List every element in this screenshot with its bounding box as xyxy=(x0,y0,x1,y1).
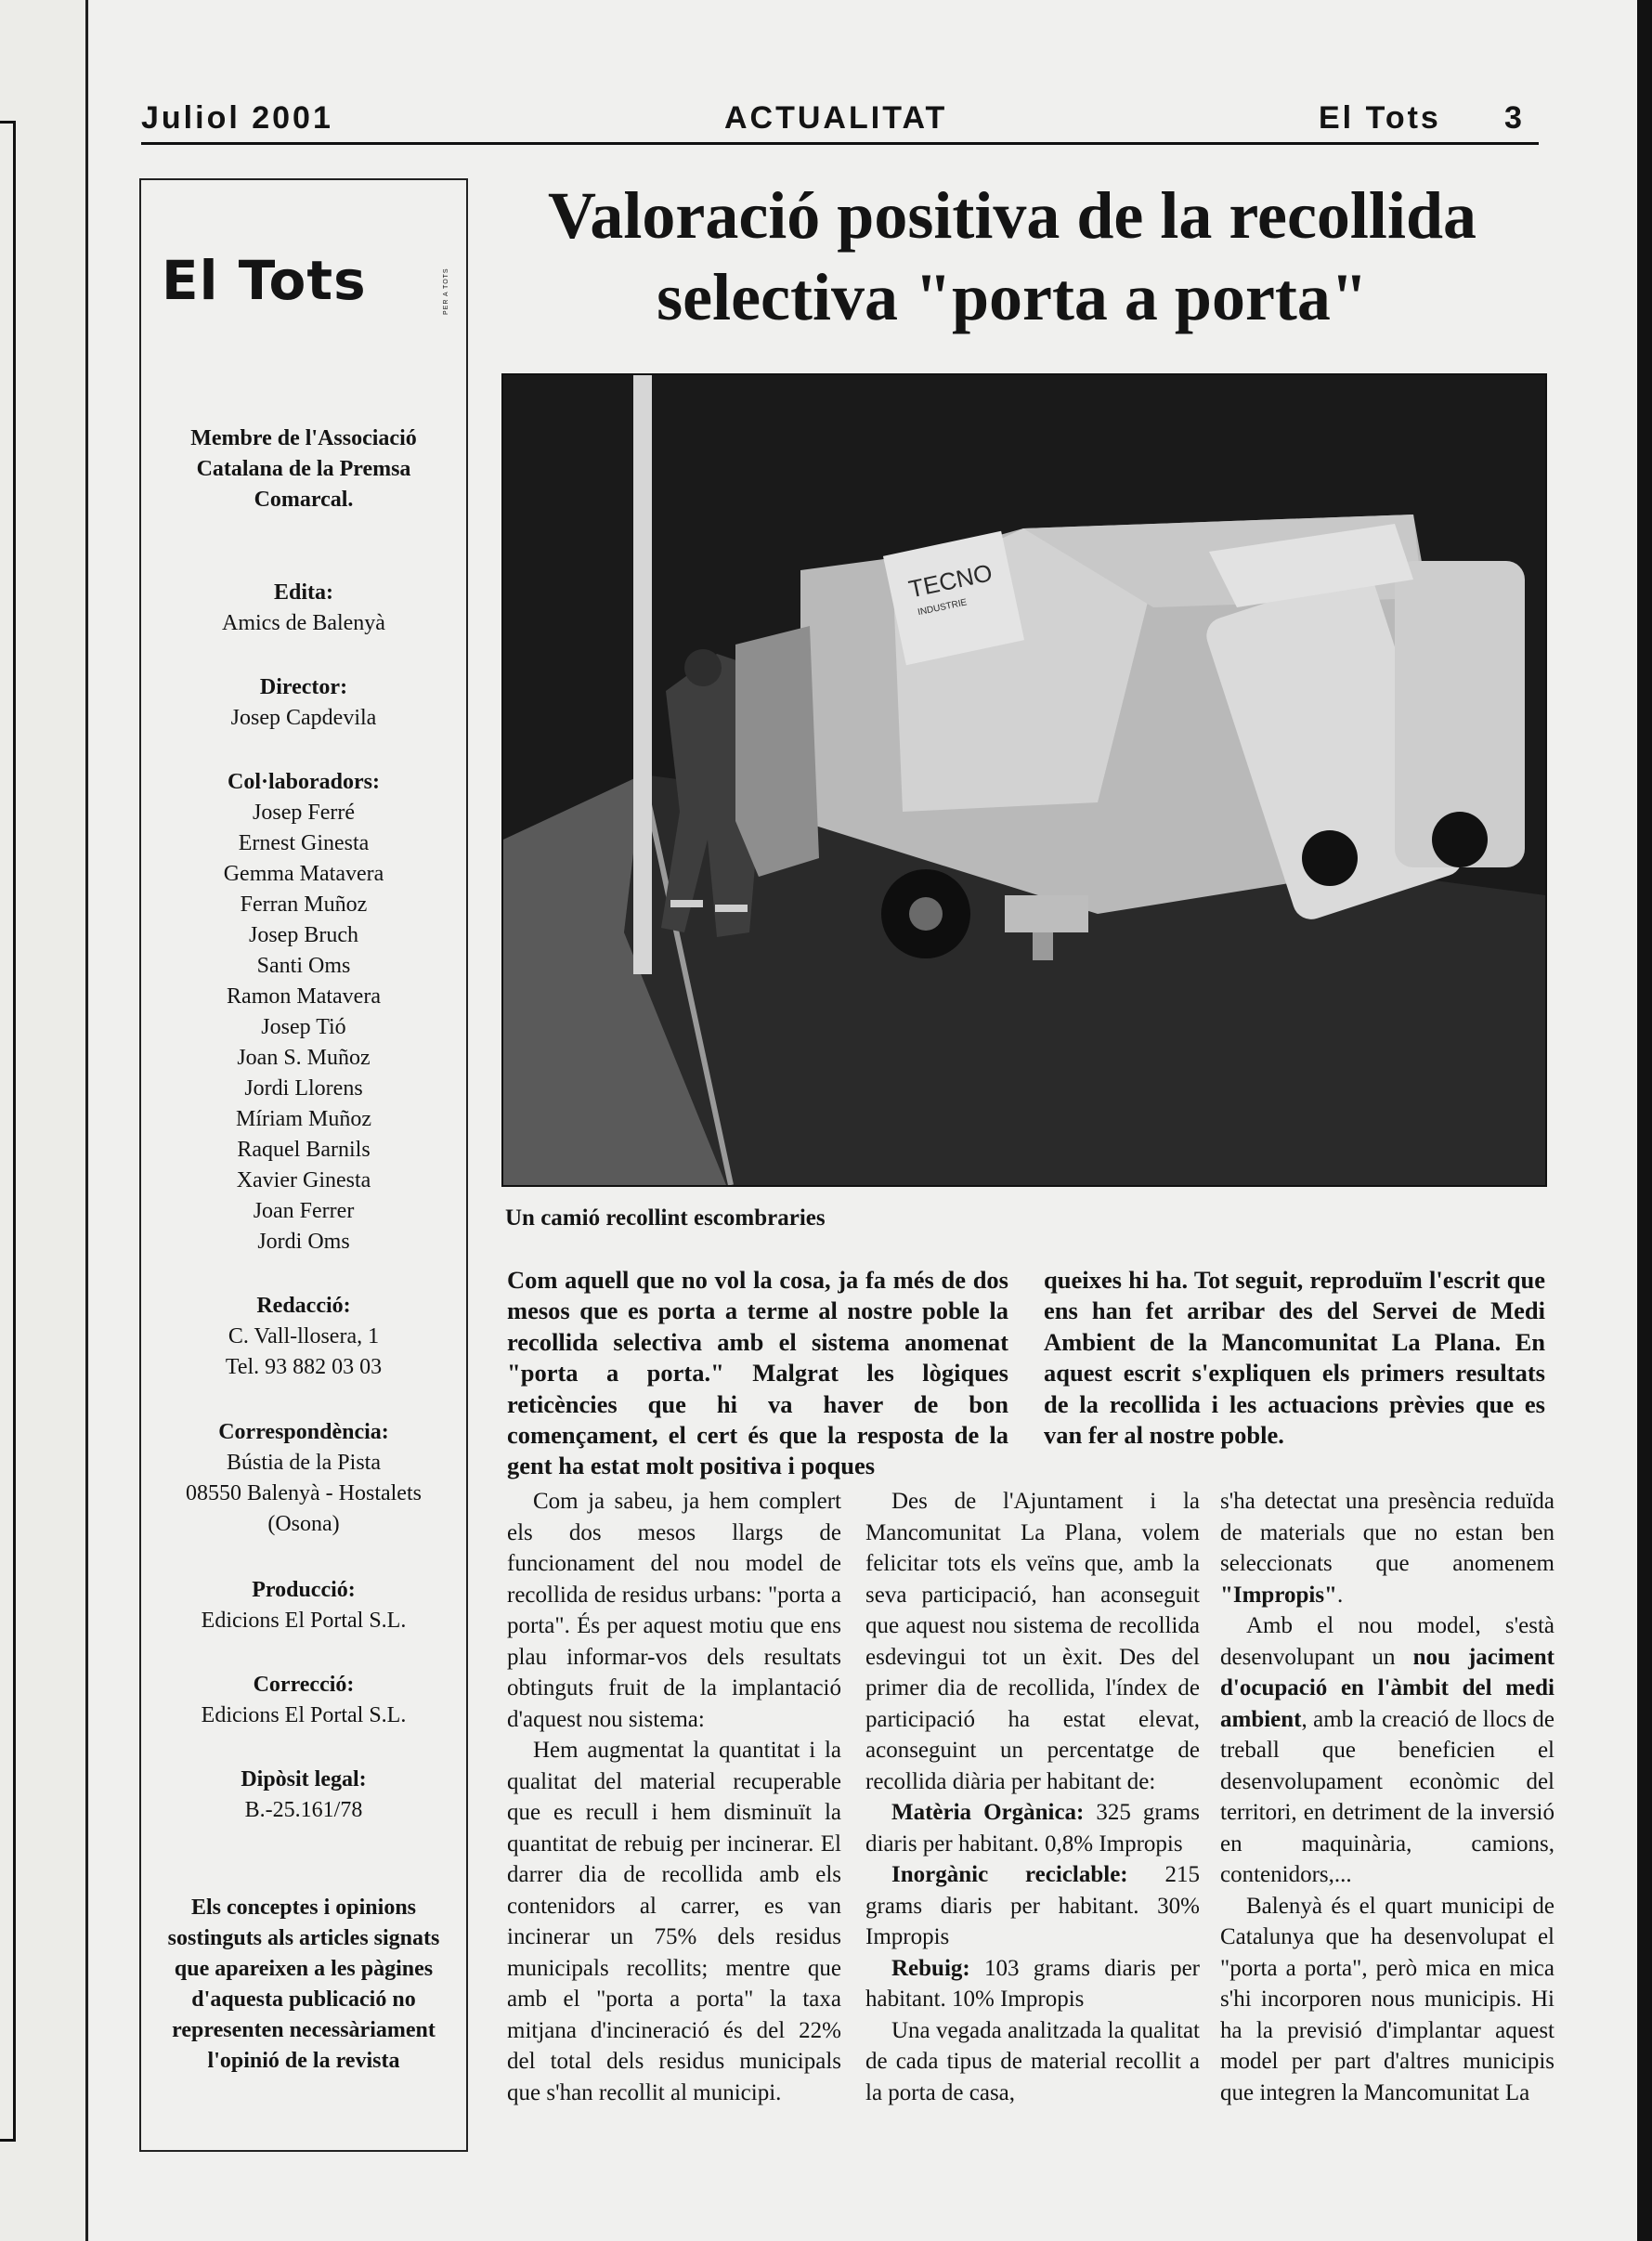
masthead-logo: El Tots xyxy=(162,249,367,312)
credit-legal-deposit xyxy=(141,1765,466,1826)
masthead-box xyxy=(139,178,468,2152)
photo-caption: Un camió recollint escombraries xyxy=(505,1205,826,1231)
credit-correspondence xyxy=(141,1417,466,1540)
credit-value: B.-25.161/78 xyxy=(244,1798,363,1822)
credit-value: Edicions El Portal S.L. xyxy=(201,1609,407,1633)
article-headline: Valoració positiva de la recollida selectiva "porta a porta" xyxy=(548,178,1476,334)
header-date: Juliol 2001 xyxy=(141,100,333,136)
stat-organic xyxy=(865,1797,1200,1859)
header-rule xyxy=(141,142,1539,145)
emphasis: nou jaciment d'ocupació en l'àmbit del medi ambient xyxy=(1220,1644,1554,1732)
credit-value: Josep Ferré Ernest Ginesta Gemma Matavera Ferran Muñoz Josep Bruch Santi Oms Ramon Matavera Josep Tió Joan S. Muñoz Jordi Llorens Míriam Muñoz Raquel Barnils Xavier Ginesta Joan Ferrer Jordi Oms xyxy=(223,801,384,1254)
scan-border xyxy=(1637,0,1652,2241)
credit-newsroom xyxy=(141,1291,466,1383)
stat-text: 103 grams diaris per habitant. 10% Impropis xyxy=(865,1955,1200,2012)
header-section: ACTUALITAT xyxy=(724,100,948,136)
credit-production xyxy=(141,1575,466,1636)
stat-label: Rebuig: xyxy=(891,1955,970,1981)
masthead-logo-tagline: PER A TOTS xyxy=(443,267,449,316)
credit-proofreading xyxy=(141,1670,466,1731)
credit-value: Amics de Balenyà xyxy=(222,611,385,635)
credit-label: Producció: xyxy=(252,1578,356,1602)
text-run: Amb el nou model, s'està desenvolupant un xyxy=(1220,1613,1554,1670)
credit-value: Josep Capdevila xyxy=(230,706,377,730)
paragraph: Des de l'Ajuntament i la Mancomunitat La Plana, volem felicitar tots els veïns que, amb la seva participació, han aconseguit que aquest nou sistema de recollida esdevingui tot un èxit. Des del primer dia de recollida, l'índex de participació ha estat elevat, aconseguint un percentatge de recollida diària per habitant de: xyxy=(865,1489,1200,1794)
paragraph xyxy=(1220,1610,1554,1891)
truck-logo-text: TECNO xyxy=(905,558,995,604)
credit-label: Correspondència: xyxy=(218,1420,389,1444)
credit-label: Col·laboradors: xyxy=(227,770,380,794)
paragraph: Una vegada analitzada la qualitat de cada tipus de material recollit a la porta de casa, xyxy=(865,2017,1200,2105)
credit-label: Redacció: xyxy=(256,1294,351,1318)
credit-label: Dipòsit legal: xyxy=(241,1767,367,1791)
header-page-number: 3 xyxy=(1504,100,1525,136)
credit-publisher xyxy=(141,578,466,639)
credit-director xyxy=(141,672,466,734)
credit-value: Edicions El Portal S.L. xyxy=(201,1703,407,1727)
previous-page-edge xyxy=(0,0,88,2241)
credit-collaborators xyxy=(141,767,466,1257)
header-paper-name: El Tots xyxy=(1319,100,1441,136)
paragraph: Hem augmentat la quantitat i la qualitat del material recuperable que es recull i hem disminuït la quantitat de rebuig per incinerar. El darrer dia de recollida amb els contenidors al carrer, es van incinerar un 75% dels residus municipals recollits; mentre que amb el "porta a porta" la taxa mitjana d'incineració és del 22% del total dels residus municipals que s'han recollit al municipi. xyxy=(507,1738,841,2105)
stat-label: Matèria Orgànica: xyxy=(891,1800,1085,1825)
text-run: s'ha detectat una presència reduïda de materials que no estan ben seleccionats que anomenem xyxy=(1220,1489,1554,1576)
credit-label: Director: xyxy=(259,675,348,699)
article-photo xyxy=(501,373,1547,1187)
article-lead-col1: Com aquell que no vol la cosa, ja fa més de dos mesos que es porta a terme al nostre poble la recollida selectiva amb el sistema anomenat "porta a porta." Malgrat les lògiques reticències que hi va haver de bon començament, el cert és que la resposta de la gent ha estat molt positiva i poques xyxy=(507,1266,1008,1480)
text-run: , amb la creació de llocs de treball que beneficien el desenvolupament econòmic del territori, en detriment de la inversió en maquinària, camions, contenidors,... xyxy=(1220,1706,1554,1887)
masthead-disclaimer: Els conceptes i opinions sostinguts als articles signats que apareixen a les pàgines d'aquesta publicació no representen necessàriament l'opinió de la revista xyxy=(167,1896,440,2073)
article-lead-col2: queixes hi ha. Tot seguit, reproduïm l'escrit que ens han fet arribar des del Servei de Medi Ambient de la Mancomunitat La Plana. En aquest escrit s'expliquen els primers resultats de la recollida i les actuacions prèvies que es van fer al nostre poble. xyxy=(1044,1266,1545,1450)
masthead-membership: Membre de l'Associació Catalana de la Premsa Comarcal. xyxy=(190,426,417,512)
stat-text: 325 grams diaris per habitant. 0,8% Impropis xyxy=(865,1800,1200,1857)
paragraph: Com ja sabeu, ja hem complert els dos mesos llargs de funcionament del nou model de recollida de residus urbans: "porta a porta". És per aquest motiu que ens plau informar-vos dels resultats obtinguts fruit de la implantació d'aquest nou sistema: xyxy=(507,1489,841,1732)
text-run: . xyxy=(1336,1582,1344,1608)
emphasis: "Impropis" xyxy=(1220,1582,1337,1608)
paragraph xyxy=(1220,1486,1554,1610)
paragraph: Balenyà és el quart municipi de Catalunya que ha desenvolupat el "porta a porta", però mica en mica s'hi incorporen nous municipis. Hi ha la previsió d'implantar aquest model per part d'altres municipis que integren la Mancomunitat La xyxy=(1220,1893,1554,2105)
credit-value: C. Vall-llosera, 1 Tel. 93 882 03 03 xyxy=(225,1324,383,1379)
article-column-2 xyxy=(865,1486,1200,2108)
credit-label: Edita: xyxy=(273,580,333,605)
article-column-3 xyxy=(1220,1486,1554,2108)
article-column-1 xyxy=(507,1486,841,2108)
truck-logo-subtext: INDUSTRIE xyxy=(917,597,969,619)
stat-text: 215 grams diaris per habitant. 30% Impropis xyxy=(865,1862,1200,1949)
stat-inorganic xyxy=(865,1859,1200,1953)
stat-residual xyxy=(865,1953,1200,2015)
credit-label: Correcció: xyxy=(253,1673,355,1697)
credit-value: Bústia de la Pista 08550 Balenyà - Hostalets (Osona) xyxy=(186,1451,422,1536)
stat-label: Inorgànic reciclable: xyxy=(891,1862,1128,1887)
